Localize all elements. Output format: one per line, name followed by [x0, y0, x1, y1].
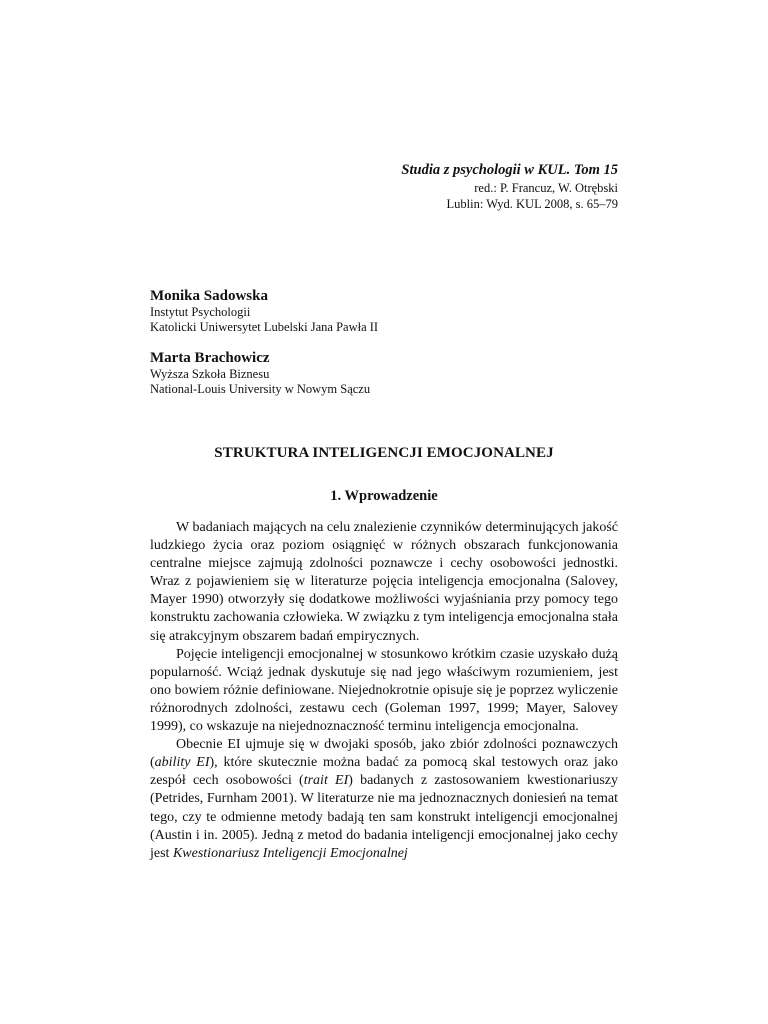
- paragraph-1: W badaniach mających na celu znalezienie czynników determinujących jakość ludzkiego życia oraz poziom osiągnięć w różnych obszarach funkcjonowania centralne miejsce zajmują zdolności poznawcze i cechy osobowości jednostki. Wraz z pojawieniem się w literaturze pojęcia inteligencja emocjonalna (Salovey, Mayer 1990) otworzyły się dodatkowe możliwości wyjaśniania przy pomocy tego konstruktu zachowania człowieka. W związku z tym inteligencja emocjonalna stała się atrakcyjnym obszarem badań empirycznych.: [150, 520, 618, 644]
- paragraph-3-text: ) badanych z zastosowaniem kwestionariuszy (Petrides, Furnham 2001). W literaturze nie ma jednoznacznych doniesień na temat tego, czy te odmienne metody badają ten sam konstrukt inteligencji emocjonalnej (Austin i in. 2005). Jedną z metod do badania inteligencji emocjonalnej jako cechy jest: [150, 773, 618, 861]
- publisher-line: Lublin: Wyd. KUL 2008, s. 65–79: [446, 197, 618, 211]
- author-1: [150, 287, 618, 335]
- author-affiliation: Wyższa Szkoła Biznesu: [150, 367, 270, 381]
- paragraph-3-text: Obecnie EI ujmuje się w dwojaki sposób, jako zbiór zdolności poznawczych (: [150, 737, 618, 771]
- authors-block: [150, 287, 618, 397]
- page: [150, 160, 618, 863]
- author-affiliation: Katolicki Uniwersytet Lubelski Jana Pawła II: [150, 320, 379, 334]
- series-title: Studia z psychologii w KUL. Tom 15: [401, 162, 618, 178]
- term-ability-ei: ability EI: [154, 755, 210, 771]
- section-heading: 1. Wprowadzenie: [330, 488, 438, 504]
- paragraph-3: [150, 736, 618, 863]
- author-affiliation: Instytut Psychologii: [150, 305, 251, 319]
- paragraph-3-text: ), które skutecznie można badać za pomocą skal testowych oraz jako zespół cech osobowości (: [150, 755, 618, 789]
- masthead: [150, 160, 618, 212]
- term-trait-ei: trait EI: [303, 773, 349, 789]
- paragraph-2: Pojęcie inteligencji emocjonalnej w stosunkowo krótkim czasie uzyskało dużą popularność. Wciąż jednak dyskutuje się nad jego właściwym rozumieniem, jest ono bowiem różnie definiowane. Niejednokrotnie opisuje się je poprzez wyliczenie różnorodnych zdolności, zestawu cech (Goleman 1997, 1999; Mayer, Salovey 1999), co wskazuje na niejednoznaczność terminu inteligencja emocjonalna.: [150, 646, 618, 735]
- author-name: Marta Brachowicz: [150, 350, 270, 366]
- author-2: [150, 349, 618, 397]
- term-questionnaire: Kwestionariusz Inteligencji Emocjonalnej: [172, 845, 408, 861]
- author-affiliation: National-Louis University w Nowym Sączu: [150, 382, 371, 396]
- editors-line: red.: P. Francuz, W. Otrębski: [474, 181, 618, 195]
- article-title: STRUKTURA INTELIGENCJI EMOCJONALNEJ: [214, 445, 554, 461]
- author-name: Monika Sadowska: [150, 288, 268, 304]
- body-text: [150, 519, 618, 863]
